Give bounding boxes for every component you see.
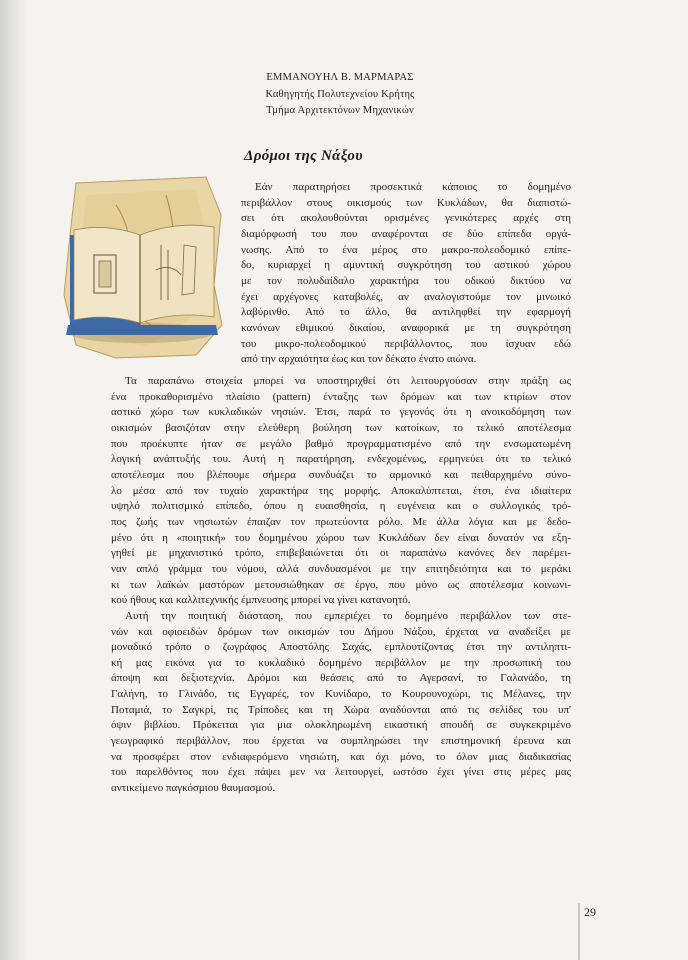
- text-line: νωσης. Από το ένα μέρος στο μακρο-πολεοδομικό επίπε-: [241, 243, 571, 256]
- text-line: νών και οφιοειδών δρόμων των οικισμών του Δήμου Νάξου, έρχεται να αναδείξει με: [111, 625, 571, 638]
- text-line: σει ότι ακολουθούνται ορισμένες γενικότερες αρχές στη: [241, 212, 571, 225]
- text-line: διαμόρφωσή του που αναφέρονται σε δύο επίπεδα οργά-: [241, 227, 571, 240]
- text-line: αποτέλεσμα που βλέπουμε σήμερα συνδυάζει το αρμονικό και πειθαρχημένο σύνο-: [111, 468, 571, 481]
- article-title: Δρόμοι της Νάξου: [244, 148, 363, 164]
- text-line: μένο ότι η «ποιητική» του δομημένου χώρου των Κυκλάδων δεν είναι δυνατόν να εξη-: [111, 531, 571, 544]
- text-line: οικισμών βασιζόταν στην ελεύθερη βούληση των κατοίκων, το τελικό αποτέλεσμα: [111, 421, 571, 434]
- text-line: άποψη και δεξιοτεχνία. Δρόμοι και θεάσεις από το Αγερσανί, το Γαλανάδο, τη: [111, 672, 571, 685]
- text-line: να προσφέρει στον ενδιαφερόμενο νησιώτη, και όχι μόνο, το όλον μιας διαδικασίας: [111, 750, 571, 763]
- text-line: γεωγραφικό περιβάλλον, που έρχεται να συμπληρώσει την επιστημονική έρευνα και: [111, 735, 571, 748]
- text-line: υψηλό πολιτισμικό επίπεδο, όπου η ευαισθησία, η ευγένεια και ο συλλογικός τρό-: [111, 500, 571, 513]
- text-line: λογική ανάπτυξής του. Αυτή η παρατήρηση, ενδεχομένως, ερμηνεύει ότι το τελικό: [111, 453, 571, 466]
- author-position: Καθηγητής Πολυτεχνείου Κρήτης: [265, 89, 415, 100]
- text-line: μοναδικό τρόπο ο ζωγράφος Αποστόλης Σαχάς, εμπλουτίζοντας έτσι την αντιληπτι-: [111, 641, 571, 654]
- intro-paragraph: [241, 180, 571, 368]
- author-department: Τμήμα Αρχιτεκτόνων Μηχανικών: [266, 105, 414, 116]
- text-line: με τον πολυδαίδαλο χαρακτήρα του οδικού δικτύου να: [241, 274, 571, 287]
- text-line: του παρελθόντος που έχει πάψει μεν να λειτουργεί, ωστόσο έχει γίνει στις μέρες μας: [111, 766, 571, 779]
- text-line: πος ζωής των νησιωτών έπαιζαν τον πρωτεύοντα ρόλο. Με άλλα λόγια και με δεδο-: [111, 515, 571, 528]
- text-line: Αυτή την ποιητική διάσταση, που εμπεριέχει το δομημένο περιβάλλον των στε-: [125, 609, 571, 622]
- text-line: ένα προκαθορισμένο πλαίσιο (pattern) ένταξης των δρόμων και των κτιρίων στον: [111, 390, 571, 403]
- text-line: ναν απλό γράμμα του νόμου, αλλά συνδυασμένοι με την επιτηδειότητα και το μεράκι: [111, 562, 571, 575]
- text-line: κή μας εικόνα για το κυκλαδικό δομημένο περιβάλλον με την προσωπική του: [111, 656, 571, 669]
- text-line: Τα παραπάνω στοιχεία μπορεί να υποστηριχθεί ότι λειτουργούσαν στην πράξη ως: [125, 375, 571, 387]
- text-line: Γαλήνη, το Γλινάδο, τις Εγγαρές, τον Κυνίδαρο, το Κουρουνοχώρι, τις Μέλανες, την: [111, 688, 571, 701]
- text-line: έχει αρχέγονες καταβολές, αν αναλογιστούμε τον μινωικό: [241, 290, 571, 303]
- text-line: από την αρχαιότητα έως και τον δέκατο ένατο αιώνα.: [241, 353, 477, 366]
- text-line: του μικρο-πολεοδομικού περιβάλλοντος, που ίσχυαν εδώ: [241, 337, 571, 350]
- text-line: δο, κυριαρχεί η αμυντική συγκρότηση του αστικού χώρου: [241, 259, 571, 272]
- text-line: όψιν βιβλίου. Πρόκειται για μια ολοκληρωμένη εικαστική σπουδή σε συγκεκριμένο: [111, 719, 571, 732]
- text-line: γηθεί με μηχανιστικό τρόπο, επιβεβαιώνεται ότι οι παραπάνω κανόνες δεν παρέμει-: [111, 547, 571, 560]
- page-binding-shadow: [0, 0, 28, 960]
- text-line: λαβύρινθο. Από το άλλο, θα αντιληφθεί την εφαρμογή: [241, 306, 571, 319]
- page-number: 29: [584, 905, 596, 919]
- body-text: [111, 374, 571, 797]
- text-line: κού ήθους και καλλιτεχνικής έμπνευσης μπορεί να γίνει κατανοητό.: [111, 594, 411, 607]
- text-line: κι των λαϊκών μαστόρων μετουσιώθηκαν σε έργο, που μόνο ως αποτέλεσμα κοινωνι-: [111, 578, 571, 591]
- text-line: αντικείμενο παγκόσμιου θαυμασμού.: [111, 782, 276, 795]
- text-line: Ποταμιά, το Σαγκρί, τις Τρίποδες και τη Χώρα αναδύονται από τις σελίδες του υπ': [111, 703, 571, 716]
- text-line: περιβάλλον στους οικισμούς των Κυκλάδων, θα διαπιστώ-: [241, 196, 571, 209]
- text-line: αστικό χώρο των κυκλαδικών νησιών. Έτσι, παρά το γεγονός ότι η ανοικοδόμηση των: [111, 406, 571, 419]
- text-line: λο μέσα από τον τυχαίο χαρακτήρα της μορφής. Αποκαλύπτεται, έτσι, ένα ιδιαίτερα: [111, 484, 571, 497]
- text-line: Εάν παρατηρήσει προσεκτικά κάποιος το δομημένο: [255, 181, 571, 193]
- text-line: κανόνων εθιμικού δικαίου, αναφορικά με τη συγκρότηση: [241, 321, 571, 334]
- author-name: ΕΜΜΑΝΟΥΗΛ Β. ΜΑΡΜΑΡΑΣ: [266, 72, 414, 83]
- open-book-map-illustration: [56, 175, 226, 360]
- text-line: που προέκυπτε ήταν σε μεγάλο βαθμό προγραμματισμένο από την ενσωματωμένη: [111, 437, 571, 450]
- page-edge-line: [578, 903, 580, 960]
